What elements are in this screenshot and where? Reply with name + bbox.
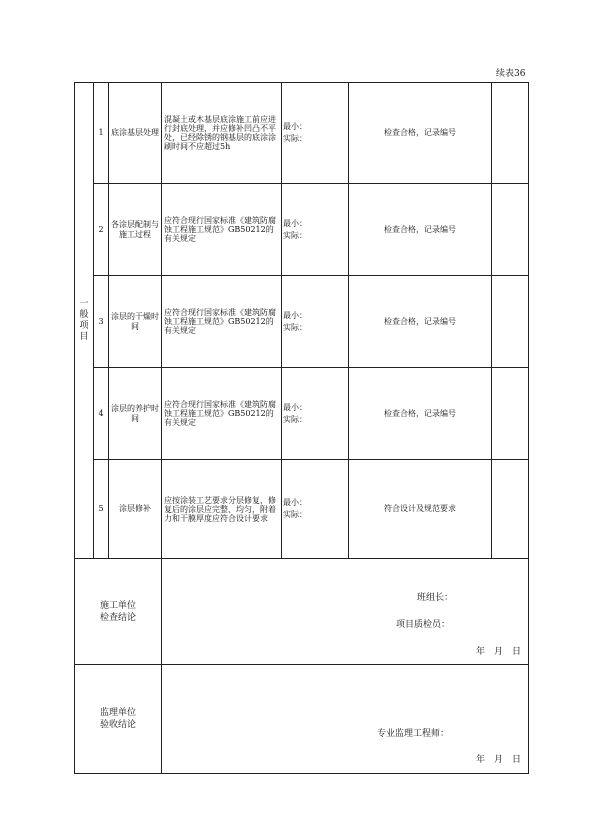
measure-min: 最小： — [283, 218, 307, 228]
row-number: 5 — [94, 460, 109, 559]
supervision-sign-box — [162, 665, 529, 774]
supervision-section — [75, 665, 529, 774]
row-number: 1 — [94, 83, 109, 184]
supervision-label-cell — [75, 665, 162, 774]
item-name: 各涂层配制与施工过程 — [109, 184, 162, 276]
measure-actual: 实际： — [283, 414, 307, 424]
check-result: 检查合格，记录编号 — [349, 184, 492, 276]
item-name: 底涂基层处理 — [109, 83, 162, 184]
measure-actual: 实际： — [283, 230, 307, 240]
measure-min: 最小： — [283, 498, 307, 507]
blank-cell — [492, 184, 529, 276]
item-name: 涂层的干燥时间 — [109, 276, 162, 368]
table-row — [75, 460, 529, 559]
engineer-label: 专业监理工程师： — [377, 729, 450, 739]
requirement: 应按涂装工艺要求分层修复，修复后的涂层应完整、均匀，附着力和干膜厚度应符合设计要求 — [162, 460, 282, 559]
measure-actual: 实际： — [283, 134, 307, 143]
construction-sign-box — [162, 559, 529, 665]
construction-date: 年 月 日 — [476, 647, 522, 657]
measurement — [282, 460, 349, 559]
measure-min: 最小： — [283, 402, 307, 412]
measurement — [282, 83, 349, 184]
measure-actual: 实际： — [283, 510, 307, 519]
table-row — [75, 368, 529, 460]
inspection-table — [74, 82, 529, 774]
row-number: 4 — [94, 368, 109, 460]
item-name: 涂层的养护时间 — [109, 368, 162, 460]
row-number: 3 — [94, 276, 109, 368]
blank-cell — [492, 83, 529, 184]
check-result: 符合设计及规范要求 — [349, 460, 492, 559]
supervision-label: 监理单位验收结论 — [99, 708, 136, 730]
item-name: 涂层修补 — [109, 460, 162, 559]
check-result: 检查合格，记录编号 — [349, 276, 492, 368]
measurement — [282, 368, 349, 460]
measurement — [282, 184, 349, 276]
construction-label-cell — [75, 559, 162, 665]
inspector-label: 项目质检员： — [396, 620, 451, 630]
supervision-date: 年 月 日 — [476, 755, 522, 765]
table-row — [75, 184, 529, 276]
row-number: 2 — [94, 184, 109, 276]
requirement: 应符合现行国家标准《建筑防腐蚀工程施工规范》GB50212的有关规定 — [162, 368, 282, 460]
blank-cell — [492, 276, 529, 368]
measure-actual: 实际： — [283, 322, 307, 332]
measure-min: 最小： — [283, 122, 307, 131]
table-row — [75, 83, 529, 184]
blank-cell — [492, 368, 529, 460]
blank-cell — [492, 460, 529, 559]
check-result: 检查合格，记录编号 — [349, 368, 492, 460]
check-result: 检查合格，记录编号 — [349, 83, 492, 184]
category-cell — [75, 83, 94, 559]
measurement — [282, 276, 349, 368]
requirement: 应符合现行国家标准《建筑防腐蚀工程施工规范》GB50212的有关规定 — [162, 184, 282, 276]
construction-section — [75, 559, 529, 665]
category-label: 一般项目 — [79, 298, 89, 342]
construction-label: 施工单位检查结论 — [99, 600, 136, 623]
page-label: 续表36 — [496, 69, 526, 79]
requirement: 应符合现行国家标准《建筑防腐蚀工程施工规范》GB50212的有关规定 — [162, 276, 282, 368]
team-leader-label: 班组长： — [417, 593, 454, 603]
measure-min: 最小： — [283, 310, 307, 320]
table-row — [75, 276, 529, 368]
requirement: 混凝土或木基层底涂施工前应进行封底处理，并应修补凹凸不平处，已经除锈的钢基层的底涂涂刷时间不应超过5h — [162, 83, 282, 184]
